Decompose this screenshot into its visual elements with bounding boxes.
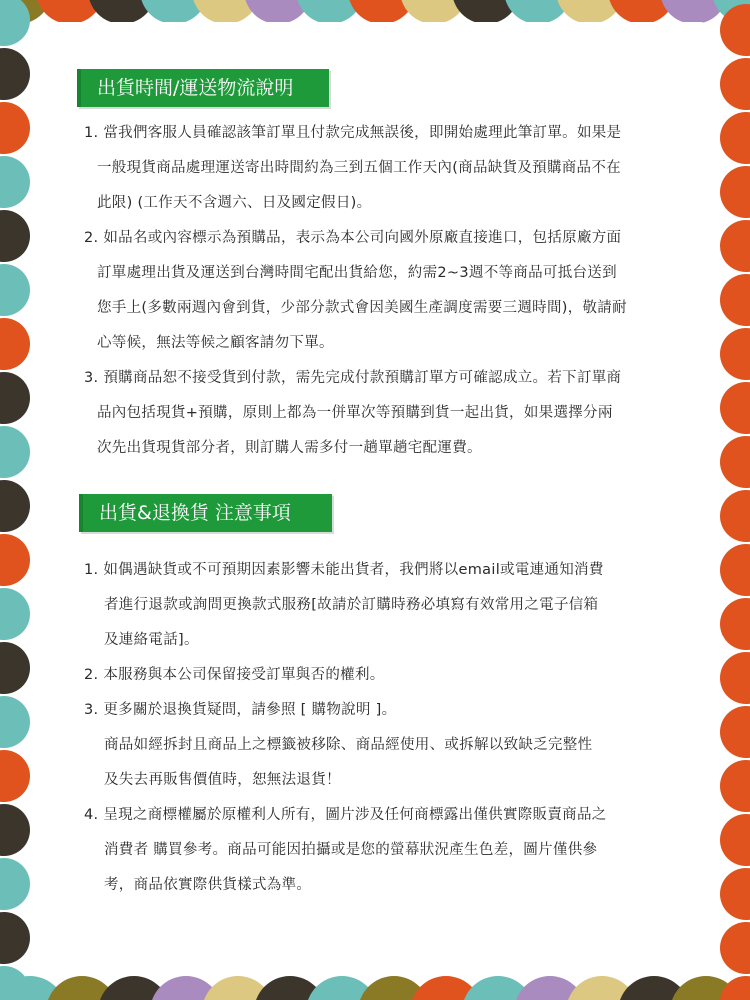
border-dot (0, 372, 30, 424)
border-dot (0, 0, 30, 46)
border-dot (720, 436, 750, 488)
border-dot (720, 706, 750, 758)
border-dot (0, 156, 30, 208)
border-dot (720, 382, 750, 434)
border-dot (0, 426, 30, 478)
returns-section-title: 出貨&退換貨 注意事項 (79, 494, 332, 532)
border-dot (720, 166, 750, 218)
list-item (84, 553, 690, 658)
list-item-line: 1. 如偶遇缺貨或不可預期因素影響未能出貨者，我們將以email或電連通知消費 (84, 562, 604, 578)
border-dot (0, 264, 30, 316)
border-dot (720, 274, 750, 326)
border-dot (720, 598, 750, 650)
border-dot (0, 48, 30, 100)
border-dot (720, 58, 750, 110)
border-dot (0, 642, 30, 694)
border-dot (0, 858, 30, 910)
border-dot (720, 760, 750, 812)
list-item-line: 3. 預購商品恕不接受貨到付款，需先完成付款預購訂單方可確認成立。若下訂單商 (84, 370, 622, 386)
border-dot (0, 318, 30, 370)
list-item-line: 及失去再販售價值時，恕無法退貨！ (104, 772, 341, 788)
border-dot (720, 112, 750, 164)
list-item-line: 3. 更多關於退換貨疑問，請參照 [ 購物說明 ]。 (84, 702, 397, 718)
border-dot (0, 534, 30, 586)
list-item-line: 此限) (工作天不含週六、日及國定假日)。 (97, 195, 372, 211)
list-item-line: 2. 本服務與本公司保留接受訂單與否的權利。 (84, 667, 385, 683)
border-dot (0, 588, 30, 640)
list-item-line: 4. 呈現之商標權屬於原權利人所有，圖片涉及任何商標露出僅供實際販賣商品之 (84, 807, 607, 823)
list-item-line: 消費者 購買參考。商品可能因拍攝或是您的螢幕狀況產生色差，圖片僅供參 (104, 842, 598, 858)
list-item-line: 一般現貨商品處理運送寄出時間約為三到五個工作天內(商品缺貨及預購商品不在 (97, 160, 621, 176)
list-item-line: 次先出貨現貨部分者，則訂購人需多付一趟單趟宅配運費。 (97, 440, 482, 456)
list-item-line: 1. 當我們客服人員確認該筆訂單且付款完成無誤後，即開始處理此筆訂單。如果是 (84, 125, 622, 141)
border-dot (720, 976, 750, 1000)
list-item-line: 訂單處理出貨及運送到台灣時間宅配出貨給您，約需2~3週不等商品可抵台送到 (97, 265, 617, 281)
border-dot (0, 804, 30, 856)
list-item-line: 考，商品依實際供貨樣式為準。 (104, 877, 312, 893)
border-dot (720, 490, 750, 542)
list-item-line: 您手上(多數兩週內會到貨，少部分款式會因美國生產調度需要三週時間)，敬請耐 (97, 300, 627, 316)
border-dot (720, 328, 750, 380)
border-dot (0, 210, 30, 262)
list-item-line: 商品如經拆封且商品上之標籤被移除、商品經使用、或拆解以致缺乏完整性 (104, 737, 593, 753)
list-item (84, 658, 690, 693)
border-dot (0, 966, 30, 1000)
list-item-line: 心等候，無法等候之顧客請勿下單。 (97, 335, 334, 351)
shipping-section-title: 出貨時間/運送物流說明 (77, 69, 329, 107)
border-dot (720, 922, 750, 974)
list-item (84, 116, 690, 221)
border-dot (0, 912, 30, 964)
shipping-notes-list (84, 116, 690, 466)
border-dot (0, 102, 30, 154)
list-item (84, 798, 690, 903)
list-item (84, 693, 690, 798)
border-dot (0, 696, 30, 748)
list-item (84, 361, 690, 466)
list-item-line: 及連絡電話]。 (104, 632, 199, 648)
border-dot (0, 480, 30, 532)
border-dot (0, 750, 30, 802)
border-dot (720, 868, 750, 920)
list-item-line: 品內包括現貨+預購，原則上都為一併單次等預購到貨一起出貨，如果選擇分兩 (97, 405, 613, 421)
border-dot (720, 544, 750, 596)
border-dot (720, 220, 750, 272)
returns-notes-list (84, 553, 690, 903)
list-item (84, 221, 690, 361)
list-item-line: 2. 如品名或內容標示為預購品，表示為本公司向國外原廠直接進口，包括原廠方面 (84, 230, 622, 246)
border-dot (720, 814, 750, 866)
list-item-line: 者進行退款或詢問更換款式服務[故請於訂購時務必填寫有效常用之電子信箱 (104, 597, 599, 613)
border-dot (720, 652, 750, 704)
